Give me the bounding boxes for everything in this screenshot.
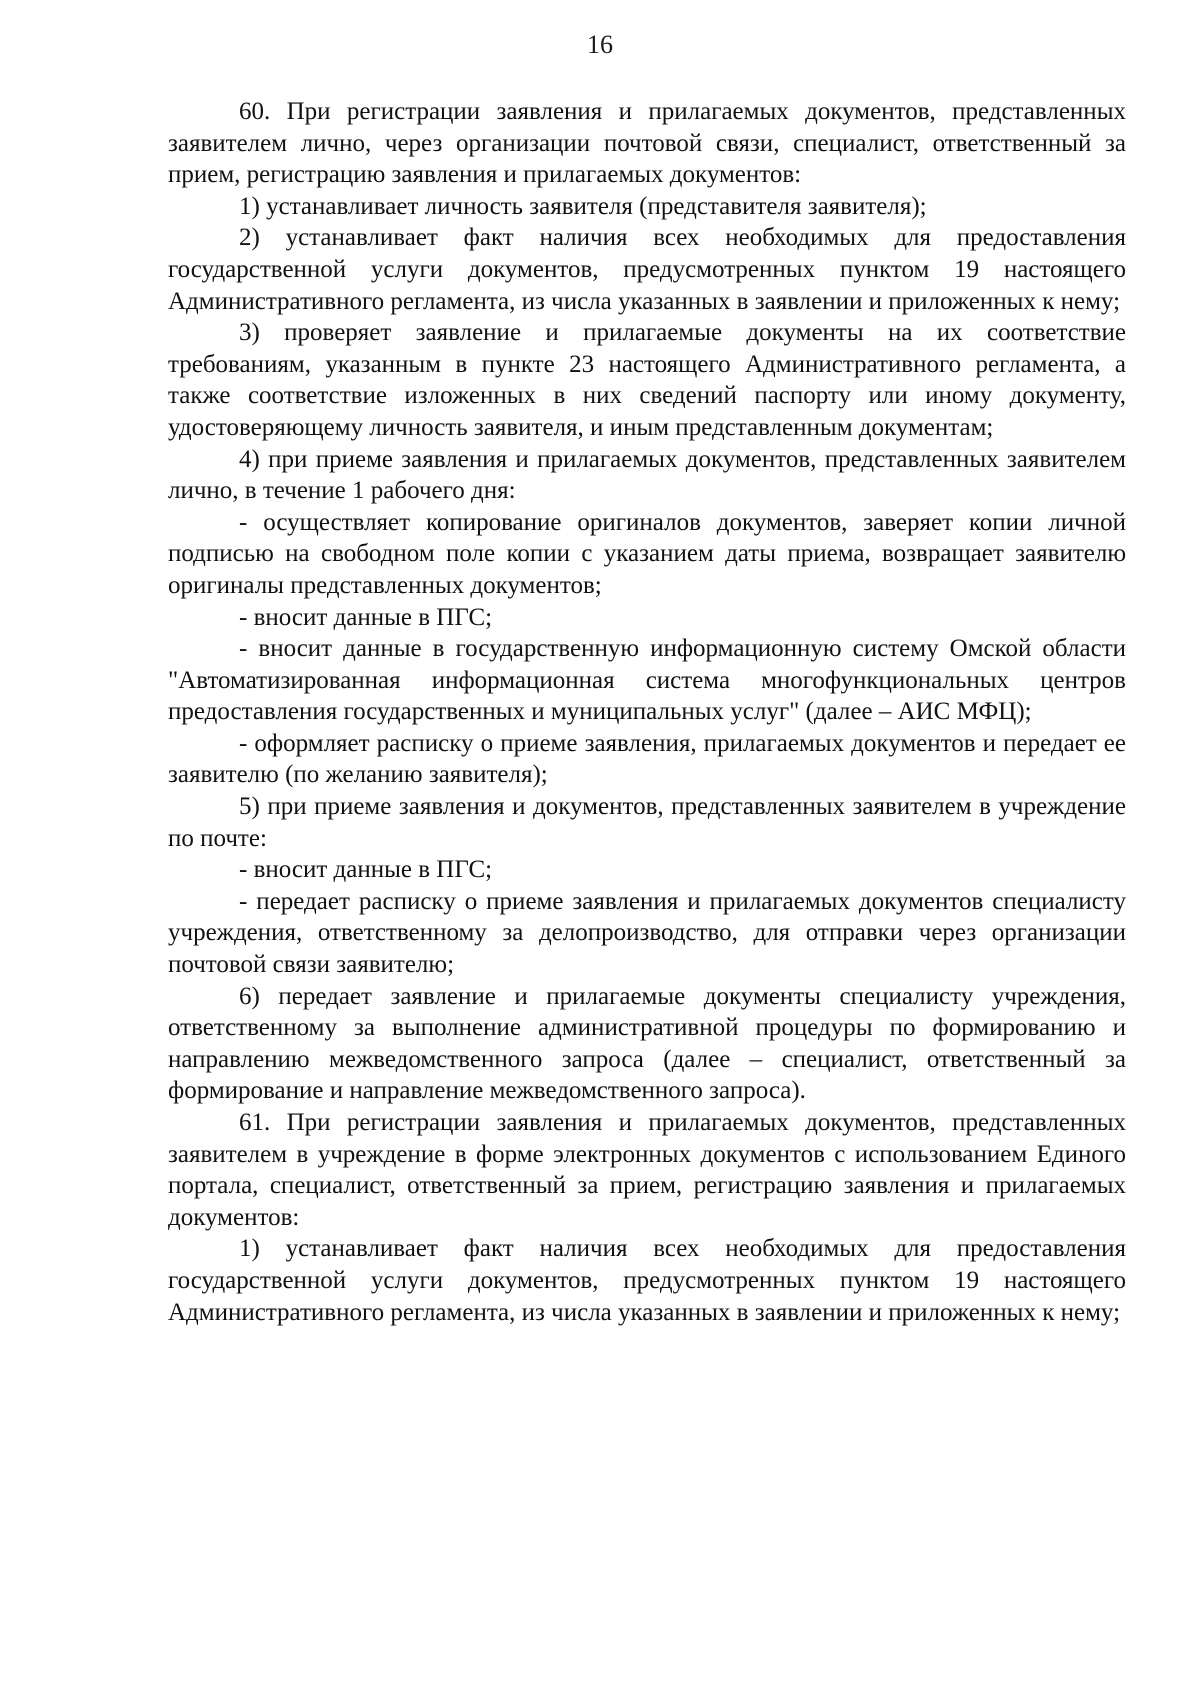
paragraph-60-intro: 60. При регистрации заявления и прилагаемых документов, представленных заявителем лично, через организации почтовой связи, специалист, ответственный за прием, регистрацию заявления и прилагаемых документов: bbox=[168, 98, 1126, 189]
sub-list-item: - передает расписку о приеме заявления и прилагаемых документов специалисту учреждения, ответственному за делопроизводство, для отправки через организации почтовой связи заявителю; bbox=[168, 887, 1126, 979]
page-number: 16 bbox=[587, 30, 613, 59]
paragraph-61-intro: 61. При регистрации заявления и прилагаемых документов, представленных заявителем в учреждение в форме электронных документов с использованием Единого портала, специалист, ответственный за прием, регистрацию заявления и прилагаемых документов: bbox=[168, 1109, 1126, 1231]
document-body bbox=[168, 96, 1126, 1328]
list-item: 3) проверяет заявление и прилагаемые документы на их соответствие требованиям, указанным в пункте 23 настоящего Административного регламента, а также соответствие изложенных в них сведений паспорту или иному документу, удостоверяющему личность заявителя, и иным представленным документам; bbox=[168, 319, 1126, 441]
sub-list-item: - осуществляет копирование оригиналов документов, заверяет копии личной подписью на свободном поле копии с указанием даты приема, возвращает заявителю оригиналы представленных документов; bbox=[168, 508, 1126, 599]
sub-list-item: - вносит данные в ПГС; bbox=[239, 603, 493, 631]
sub-list-item: - оформляет расписку о приеме заявления, прилагаемых документов и передает ее заявителю (по желанию заявителя); bbox=[168, 729, 1126, 789]
list-item: 1) устанавливает факт наличия всех необходимых для предоставления государственной услуги документов, предусмотренных пунктом 19 настоящего Административного регламента, из числа указанных в заявлении и приложенных к нему; bbox=[168, 1235, 1126, 1326]
list-item: 1) устанавливает личность заявителя (представителя заявителя); bbox=[239, 192, 927, 220]
sub-list-item: - вносит данные в ПГС; bbox=[239, 856, 493, 884]
list-item: 2) устанавливает факт наличия всех необходимых для предоставления государственной услуги документов, предусмотренных пунктом 19 настоящего Административного регламента, из числа указанных в заявлении и приложенных к нему; bbox=[168, 224, 1126, 315]
list-item: 6) передает заявление и прилагаемые документы специалисту учреждения, ответственному за выполнение административной процедуры по формированию и направлению межведомственного запроса (далее – специалист, ответственный за формирование и направление межведомственного запроса). bbox=[168, 982, 1126, 1105]
list-item: 5) при приеме заявления и документов, представленных заявителем в учреждение по почте: bbox=[168, 793, 1126, 852]
list-item: 4) при приеме заявления и прилагаемых документов, представленных заявителем лично, в течение 1 рабочего дня: bbox=[168, 445, 1126, 505]
sub-list-item: - вносит данные в государственную информационную систему Омской области "Автоматизированная информационная система многофункциональных центров предоставления государственных и муниципальных услуг" (далее – АИС МФЦ); bbox=[168, 635, 1126, 726]
